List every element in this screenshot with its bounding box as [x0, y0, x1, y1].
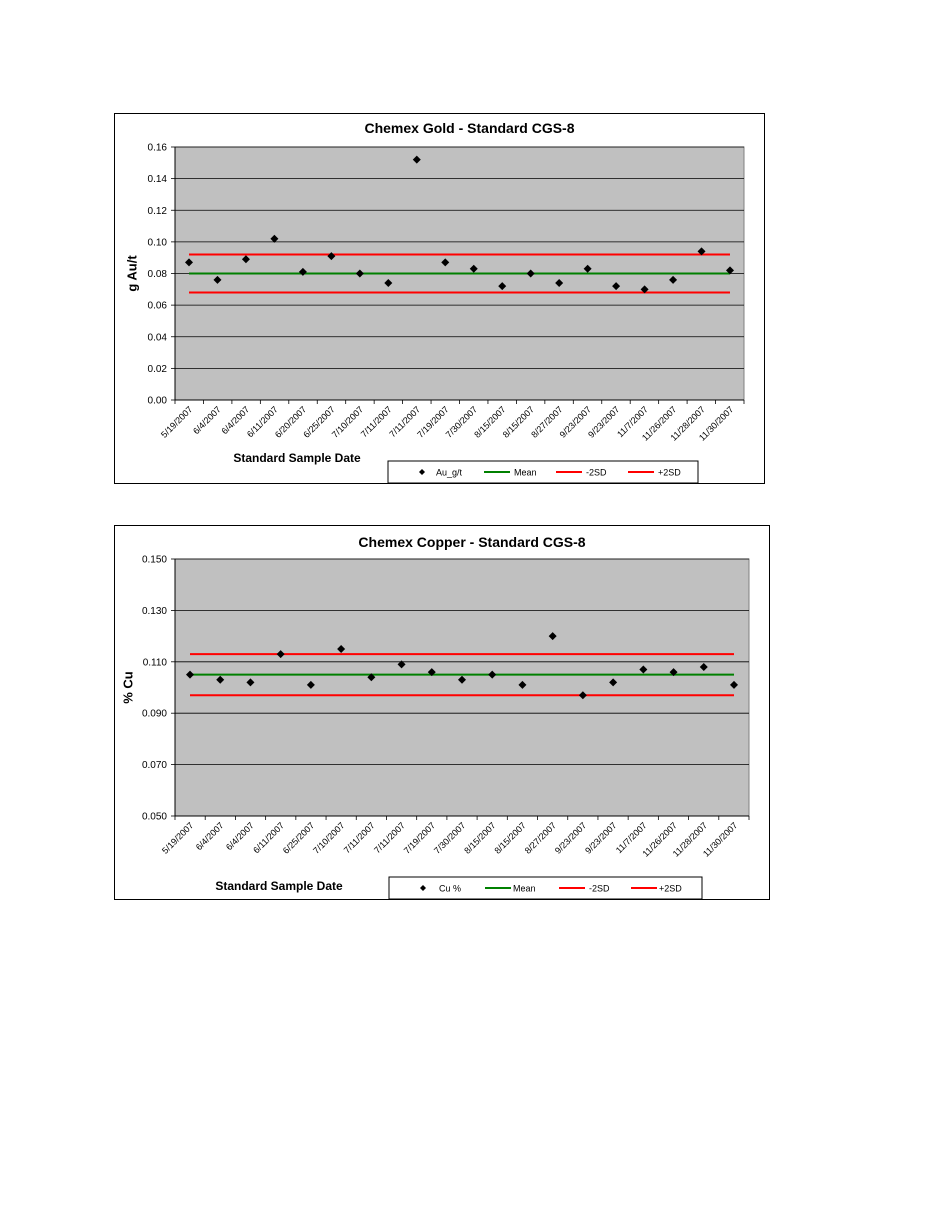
y-tick-label: 0.16: [147, 142, 167, 154]
y-tick-label: 0.090: [141, 708, 167, 720]
x-tick-label: 7/11/2007: [341, 820, 377, 856]
x-tick-label: 7/30/2007: [432, 820, 468, 856]
x-tick-label: 7/30/2007: [443, 404, 480, 440]
x-tick-label: 7/10/2007: [329, 404, 366, 440]
y-tick-label: 0.12: [147, 205, 167, 217]
x-tick-label: 8/15/2007: [500, 404, 537, 440]
y-tick-label: 0.14: [147, 174, 167, 186]
y-tick-label: 0.06: [147, 300, 167, 312]
y-tick-label: 0.110: [142, 657, 167, 669]
legend-label: Au_g/t: [436, 467, 463, 478]
chart-title: Chemex Copper - Standard CGS-8: [358, 534, 586, 550]
legend-label: -2SD: [586, 467, 607, 478]
x-tick-label: 9/23/2007: [557, 404, 594, 440]
x-tick-label: 7/11/2007: [358, 404, 394, 440]
x-tick-label: 6/11/2007: [251, 820, 287, 856]
x-tick-label: 8/15/2007: [492, 820, 528, 856]
x-axis-label: Standard Sample Date: [233, 451, 361, 465]
x-tick-label: 8/15/2007: [462, 820, 498, 856]
gold-chart-svg: [115, 114, 766, 485]
y-axis-label: g Au/t: [124, 255, 140, 292]
x-tick-label: 6/25/2007: [301, 404, 337, 440]
legend-label: +2SD: [659, 883, 682, 894]
legend-label: Mean: [514, 467, 537, 478]
x-tick-label: 11/30/2007: [700, 820, 740, 859]
legend-label: Mean: [513, 883, 536, 894]
x-tick-label: 9/23/2007: [586, 404, 622, 440]
x-tick-label: 7/11/2007: [387, 404, 423, 440]
chart-title: Chemex Gold - Standard CGS-8: [364, 120, 575, 136]
x-tick-label: 7/11/2007: [372, 820, 407, 856]
y-tick-label: 0.00: [147, 395, 167, 407]
plot-area: [175, 559, 749, 816]
x-tick-label: 8/15/2007: [472, 404, 508, 440]
y-tick-label: 0.10: [147, 237, 167, 249]
x-tick-label: 11/26/2007: [640, 404, 679, 443]
x-tick-label: 11/7/2007: [615, 404, 650, 440]
x-tick-label: 6/4/2007: [224, 820, 256, 853]
copper-chart-svg: [115, 526, 771, 901]
x-tick-label: 11/28/2007: [670, 820, 710, 859]
x-tick-label: 6/20/2007: [272, 404, 309, 440]
x-tick-label: 11/28/2007: [668, 404, 707, 443]
y-tick-label: 0.130: [141, 605, 167, 617]
x-tick-label: 11/30/2007: [696, 404, 736, 443]
x-tick-label: 8/27/2007: [529, 404, 565, 440]
y-tick-label: 0.02: [147, 363, 167, 375]
x-tick-label: 7/10/2007: [311, 820, 347, 856]
x-tick-label: 6/11/2007: [244, 404, 280, 440]
x-tick-label: 8/27/2007: [522, 820, 559, 856]
legend-label: Cu %: [439, 883, 462, 894]
y-tick-label: 0.150: [141, 554, 167, 566]
y-tick-label: 0.050: [141, 811, 167, 823]
x-tick-label: 7/19/2007: [415, 404, 451, 440]
x-tick-label: 5/19/2007: [159, 404, 195, 440]
legend-label: -2SD: [589, 883, 610, 894]
x-tick-label: 6/4/2007: [191, 404, 223, 437]
x-axis-label: Standard Sample Date: [215, 879, 343, 893]
legend-label: +2SD: [658, 467, 681, 478]
x-tick-label: 6/4/2007: [219, 404, 252, 437]
y-tick-label: 0.070: [141, 760, 167, 772]
x-tick-label: 9/23/2007: [583, 820, 619, 856]
x-tick-label: 11/26/2007: [640, 820, 679, 859]
x-tick-label: 11/7/2007: [613, 820, 649, 856]
y-tick-label: 0.04: [147, 332, 167, 344]
x-tick-label: 5/19/2007: [160, 820, 196, 856]
x-tick-label: 7/19/2007: [401, 820, 438, 856]
y-axis-label: % Cu: [120, 671, 136, 704]
gold-chart: [114, 113, 765, 484]
y-tick-label: 0.08: [147, 269, 167, 280]
copper-chart: [114, 525, 770, 900]
x-tick-label: 6/4/2007: [193, 820, 226, 853]
x-tick-label: 9/23/2007: [552, 820, 589, 856]
x-tick-label: 6/25/2007: [280, 820, 317, 856]
